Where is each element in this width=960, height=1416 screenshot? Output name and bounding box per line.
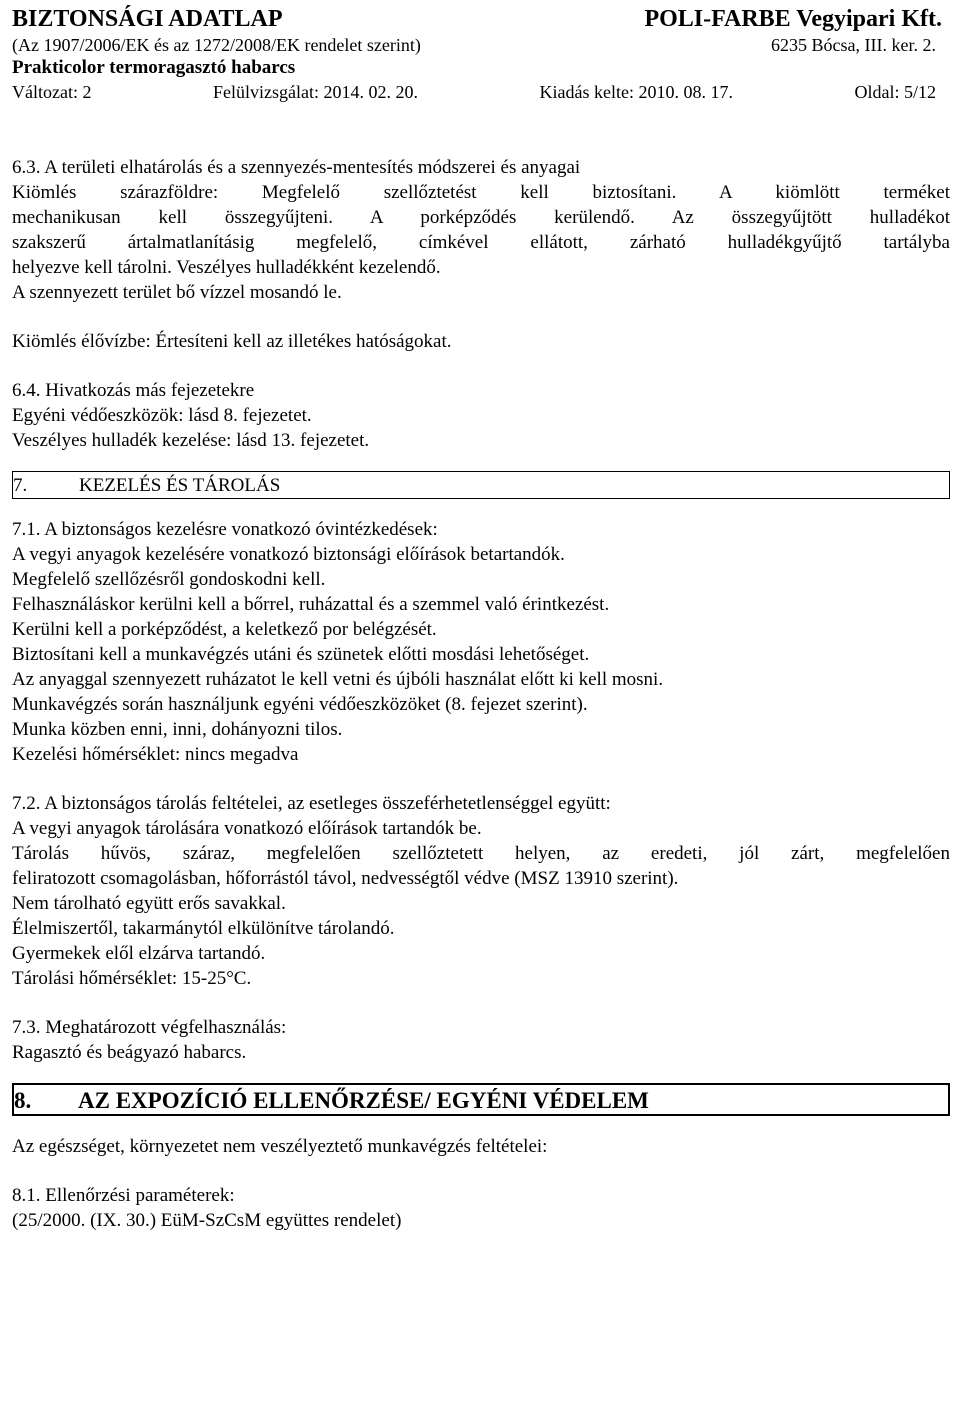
- paragraph-line: Tárolás hűvös, száraz, megfelelően szellőztetett helyen, az eredeti, jól zárt, megfelelően: [12, 843, 950, 864]
- section-8-1-heading: 8.1. Ellenőrzési paraméterek:: [12, 1185, 235, 1206]
- company-address: 6235 Bócsa, III. ker. 2.: [771, 35, 936, 55]
- paragraph-line: Nem tárolható együtt erős savakkal.: [12, 893, 286, 914]
- page-number: Oldal: 5/12: [854, 82, 936, 102]
- paragraph-line: Az anyaggal szennyezett ruházatot le kell vetni és újbóli használat előtt ki kell mosni.: [12, 669, 664, 690]
- paragraph-line: Biztosítani kell a munkavégzés utáni és szünetek előtti mosdási lehetőséget.: [12, 644, 590, 665]
- section-7-number: 7.: [13, 475, 28, 496]
- paragraph-line: mechanikusan kell összegyűjteni. A porképződés kerülendő. Az összegyűjtött hulladékot: [12, 207, 950, 228]
- section-7-1-heading: 7.1. A biztonságos kezelésre vonatkozó óvintézkedések:: [12, 519, 438, 540]
- paragraph-line: Munka közben enni, inni, dohányozni tilos.: [12, 719, 343, 740]
- paragraph-line: Élelmiszertől, takarmánytól elkülönítve tárolandó.: [12, 918, 395, 939]
- section-8-number: 8.: [14, 1088, 32, 1113]
- document-header: [12, 4, 942, 104]
- section-6-4-heading: 6.4. Hivatkozás más fejezetekre: [12, 380, 255, 401]
- paragraph-line: Munkavégzés során használjunk egyéni védőeszközöket (8. fejezet szerint).: [12, 694, 588, 715]
- paragraph-line: Kiömlés élővízbe: Értesíteni kell az illetékes hatóságokat.: [12, 331, 452, 352]
- document-body: [12, 155, 950, 1233]
- issue-date-text: Kiadás kelte: 2010. 08. 17.: [539, 82, 733, 102]
- paragraph-line: szakszerű ártalmatlanításig megfelelő, címkével ellátott, zárható hulladékgyűjtő tartályba: [12, 232, 950, 253]
- paragraph-line: Veszélyes hulladék kezelése: lásd 13. fejezetet.: [12, 430, 370, 451]
- paragraph-line: Kiömlés szárazföldre: Megfelelő szellőztetést kell biztosítani. A kiömlött terméket: [12, 182, 950, 203]
- revision-text: Felülvizsgálat: 2014. 02. 20.: [213, 82, 418, 102]
- section-8-intro: Az egészséget, környezetet nem veszélyeztető munkavégzés feltételei:: [12, 1136, 548, 1157]
- company-name: POLI-FARBE Vegyipari Kft.: [644, 6, 942, 32]
- paragraph-line: A vegyi anyagok kezelésére vonatkozó biztonsági előírások betartandók.: [12, 544, 565, 565]
- paragraph-line: A vegyi anyagok tárolására vonatkozó előírások tartandók be.: [12, 818, 482, 839]
- header-regulation-row: [12, 34, 942, 56]
- paragraph-line: helyezve kell tárolni. Veszélyes hulladékként kezelendő.: [12, 257, 441, 278]
- paragraph-line: Tárolási hőmérséklet: 15-25°C.: [12, 968, 252, 989]
- paragraph-line: Megfelelő szellőzésről gondoskodni kell.: [12, 569, 326, 590]
- section-8-title-box: [12, 1083, 950, 1116]
- regulation-text: (Az 1907/2006/EK és az 1272/2008/EK rendelet szerint): [12, 35, 421, 55]
- paragraph-line: Felhasználáskor kerülni kell a bőrrel, ruházattal és a szemmel való érintkezést.: [12, 594, 610, 615]
- section-7-title-box: [12, 471, 950, 499]
- section-8-title: AZ EXPOZÍCIÓ ELLENŐRZÉSE/ EGYÉNI VÉDELEM: [78, 1088, 649, 1113]
- product-name: Prakticolor termoragasztó habarcs: [12, 57, 296, 78]
- paragraph-line: A szennyezett terület bő vízzel mosandó le.: [12, 282, 342, 303]
- paragraph-line: Gyermekek elől elzárva tartandó.: [12, 943, 266, 964]
- header-title-row: [12, 4, 942, 34]
- section-7-3-heading: 7.3. Meghatározott végfelhasználás:: [12, 1017, 287, 1038]
- paragraph-line: Egyéni védőeszközök: lásd 8. fejezetet.: [12, 405, 312, 426]
- paragraph-line: Ragasztó és beágyazó habarcs.: [12, 1042, 247, 1063]
- paragraph-line: Kezelési hőmérséklet: nincs megadva: [12, 744, 299, 765]
- paragraph-line: feliratozott csomagolásban, hőforrástól távol, nedvességtől védve (MSZ 13910 szerint).: [12, 868, 679, 889]
- section-6-3-heading: 6.3. A területi elhatárolás és a szennyezés-mentesítés módszerei és anyagai: [12, 157, 581, 178]
- section-7-title: KEZELÉS ÉS TÁROLÁS: [79, 475, 281, 496]
- paragraph-line: (25/2000. (IX. 30.) EüM-SzCsM együttes rendelet): [12, 1210, 402, 1231]
- doc-title: BIZTONSÁGI ADATLAP: [12, 6, 283, 32]
- paragraph-line: Kerülni kell a porképződést, a keletkező por belégzését.: [12, 619, 437, 640]
- section-7-2-heading: 7.2. A biztonságos tárolás feltételei, az esetleges összeférhetetlenséggel együtt:: [12, 793, 611, 814]
- version-text: Változat: 2: [12, 82, 92, 102]
- header-version-row: [12, 80, 942, 104]
